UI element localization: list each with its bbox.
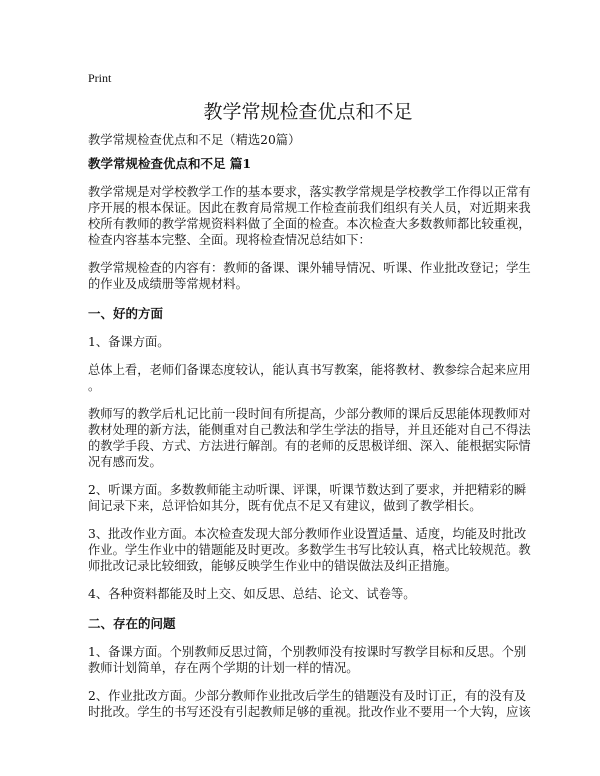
text-line: 间记录下来，总评恰如其分，既有优点不足又有建议，做到了教学相长。 (88, 499, 482, 513)
paragraph (88, 644, 528, 676)
text-line: 教材处理的新方法，能侧重对自己教法和学生学法的指导，并且还能对自己不得法 (88, 423, 531, 437)
text-line: 3、批改作业方面。本次检查发现大部分教师作业设置适量、适度，均能及时批改 (88, 527, 527, 541)
text-line: 2、听课方面。多数教师能主动听课、评课，听课节数达到了要求，并把精彩的瞬 (88, 483, 527, 497)
paragraph (88, 362, 531, 394)
section-heading (88, 156, 528, 172)
paragraph (88, 526, 531, 574)
text-line: 二、存在的问题 (88, 616, 176, 631)
text-line: 师批改记录比较细致，能够反映学生作业中的错误做法及纠正措施。 (88, 559, 457, 573)
text-line: 教师写的教学后札记比前一段时间有所提高，少部分教师的课后反思能体现教师对 (88, 407, 531, 421)
section-heading (88, 616, 528, 632)
document-subtitle: 教学常规检查优点和不足（精选20篇） (88, 133, 301, 147)
document-title: 教学常规检查优点和不足 (203, 101, 413, 123)
document-page (88, 70, 531, 720)
paragraph (88, 184, 531, 248)
paragraph (88, 260, 531, 292)
text-line: 2、作业批改方面。少部分教师作业批改后学生的错题没有及时订正，有的没有及 (88, 689, 527, 703)
text-line: 教师计划简单，存在两个学期的计划一样的情况。 (88, 661, 359, 675)
text-line: 的作业及成绩册等常规材料。 (88, 277, 248, 291)
section-heading (88, 306, 528, 322)
text-line: 检查内容基本完整、全面。现将检查情况总结如下： (88, 233, 371, 247)
text-line: 校所有教师的教学常规资料料做了全面的检查。本次检查大多数教师都比较重视， (88, 217, 531, 231)
text-line: 教学常规是对学校教学工作的基本要求，落实教学常规是学校教学工作得以正常有 (88, 185, 531, 199)
text-line: 4、各种资料都能及时上交、如反思、总结、论文、试卷等。 (88, 587, 416, 601)
text-line: 况有感而发。 (88, 455, 162, 469)
text-line: 总体上看，老师们备课态度较认，能认真书写教案，能将教材、教参综合起来应用 (88, 363, 531, 377)
text-line: 作业。学生作业中的错题能及时更改。多数学生书写比较认真，格式比较规范。教 (88, 543, 531, 557)
text-line: 序开展的根本保证。因此在教育局常规工作检查前我们组织有关人员，对近期来我 (88, 201, 531, 215)
text-line: 一、好的方面 (88, 306, 164, 321)
text-line: 1、备课方面。个别教师反思过简，个别教师没有按课时写教学目标和反思。个别 (88, 645, 527, 659)
text-line: 。 (88, 379, 101, 393)
text-line: 教学常规检查优点和不足 篇1 (88, 156, 252, 171)
text-line: 教学常规检查的内容有：教师的备课、课外辅导情况、听课、作业批改登记；学生 (88, 261, 531, 275)
paragraph (88, 482, 528, 514)
text-line: 的教学手段、方式、方法进行解剖。有的老师的反思极详细、深入、能根据实际情 (88, 439, 531, 453)
document-body (88, 156, 531, 720)
paragraph (88, 334, 528, 350)
paragraph (88, 586, 528, 602)
text-line: 时批改。学生的书写还没有引起教师足够的重视。批改作业不要用一个大钩，应该 (88, 705, 531, 719)
paragraph (88, 688, 531, 720)
text-line: 1、备课方面。 (88, 335, 170, 349)
paragraph (88, 406, 531, 470)
print-link[interactable]: Print (88, 71, 112, 85)
